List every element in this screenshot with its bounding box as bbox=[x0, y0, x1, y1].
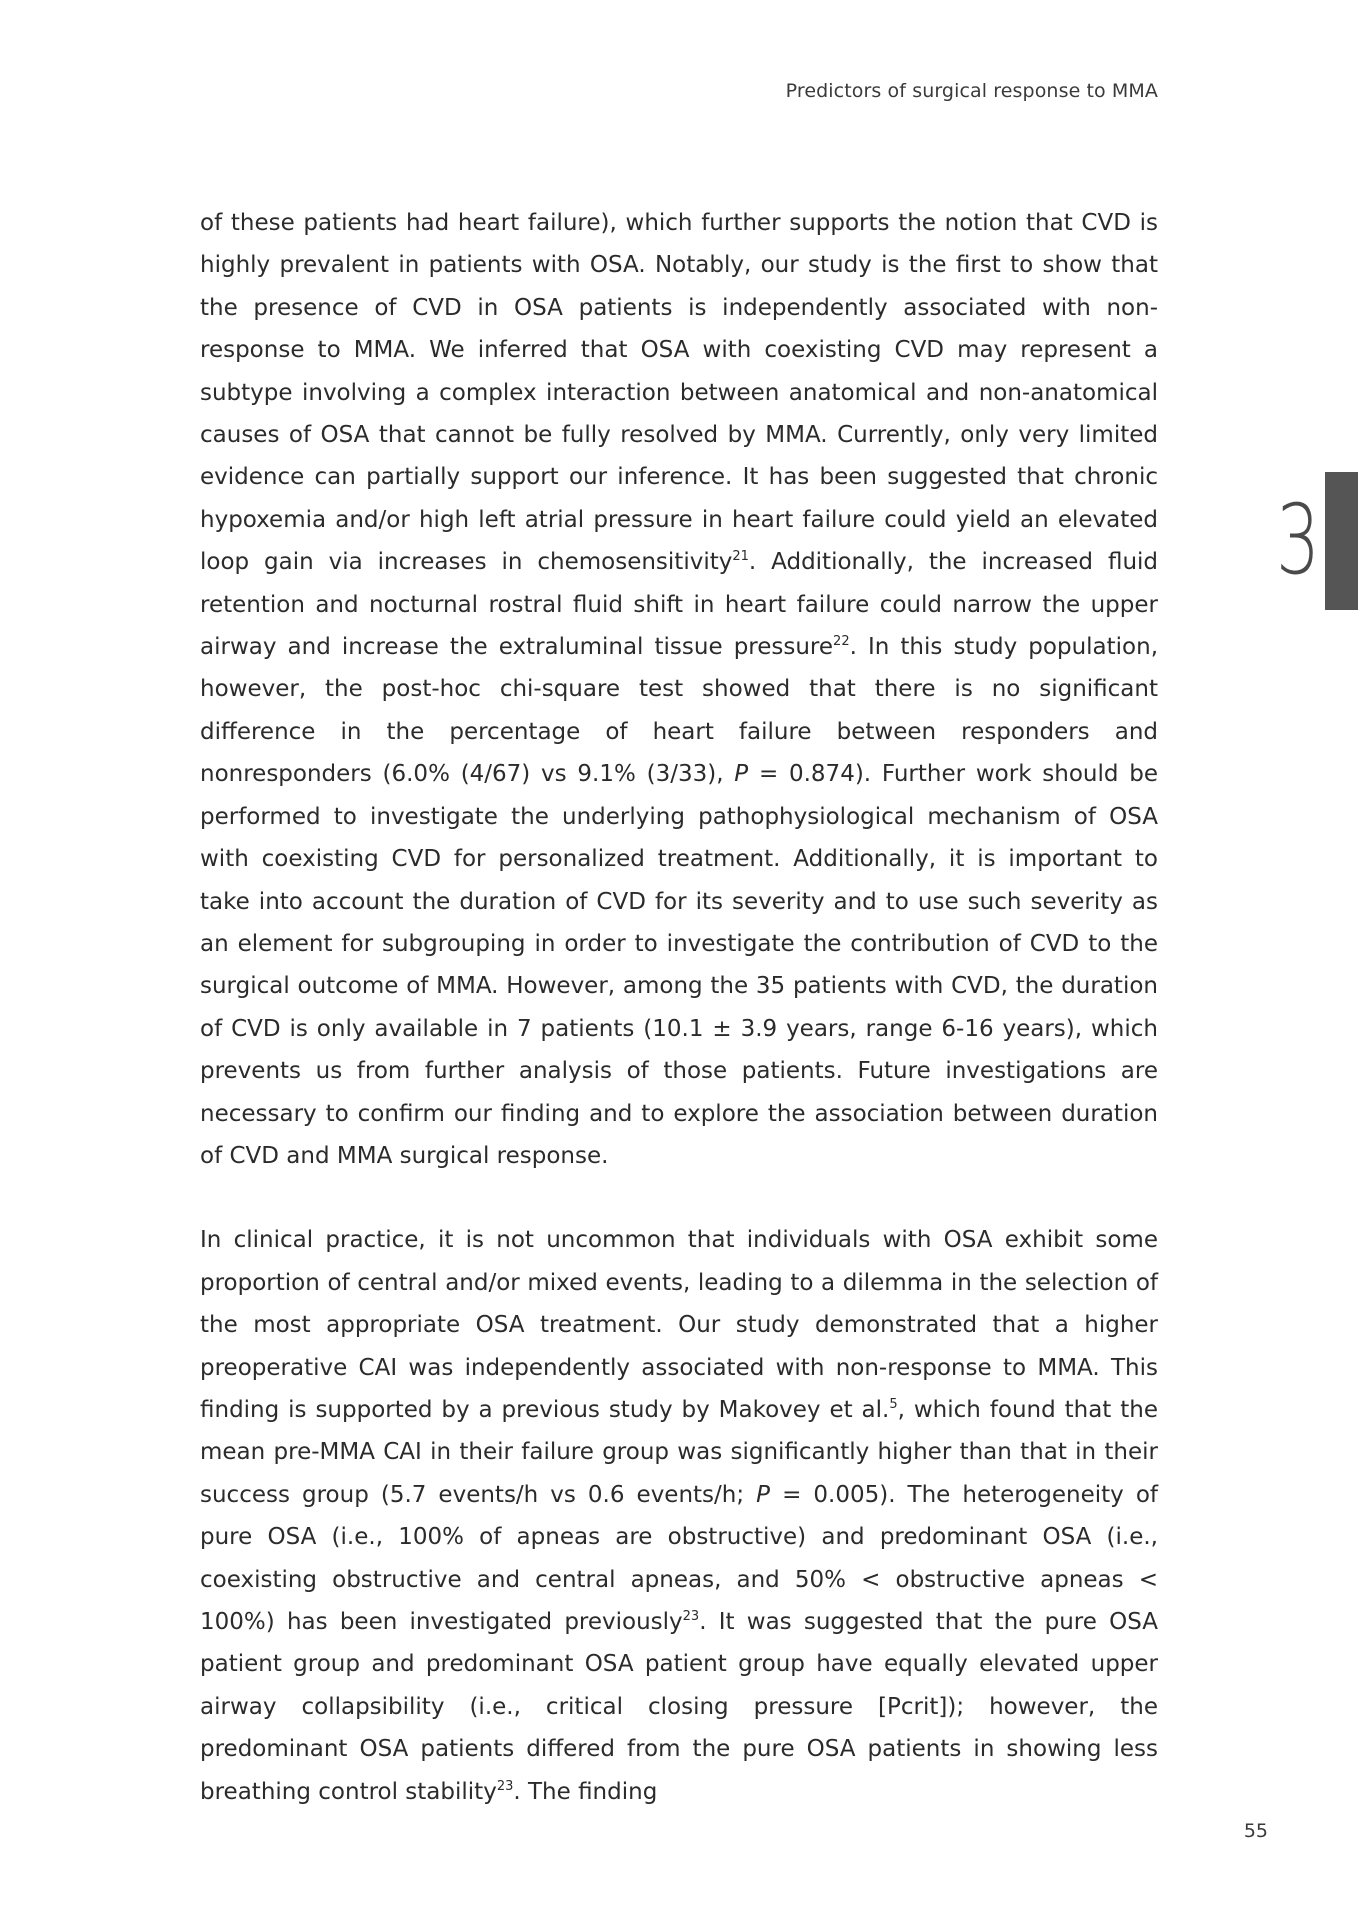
chapter-tab bbox=[1325, 472, 1358, 610]
text-run: . In this study population, however, the post-hoc chi-square test showed that there is no significant difference in the percentage of heart failure between responders and nonresponders (6.0% (4/67) vs 9.1% (3/33), bbox=[200, 634, 1159, 788]
text-run: of these patients had heart failure), which further supports the notion that CVD is highly prevalent in patients with OSA. Notably, our study is the first to show that the presence of CVD in OSA patients is independently associated with non-response to MMA. We inferred that OSA with coexisting CVD may represent a subtype involving a complex interaction between anatomical and non-anatomical causes of OSA that cannot be fully resolved by MMA. Currently, only very limited evidence can partially support our inference. It has been suggested that chronic hypoxemia and/or high left atrial pressure in heart failure could yield an elevated loop gain via increases in chemosensitivity bbox=[200, 210, 1158, 576]
body-text bbox=[200, 202, 1158, 1813]
page-number: 55 bbox=[1243, 1820, 1268, 1842]
citation-23: 23 bbox=[496, 1778, 514, 1794]
citation-22: 22 bbox=[833, 634, 850, 650]
text-run: , which found that the mean pre-MMA CAI in their failure group was significantly higher than that in their success group (5.7 events/h vs 0.6 events/h; bbox=[200, 1396, 1158, 1508]
citation-23: 23 bbox=[682, 1609, 700, 1624]
paragraph-central-apnea bbox=[200, 1219, 1158, 1813]
p-value-symbol: P bbox=[734, 761, 749, 788]
running-header: Predictors of surgical response to MMA bbox=[785, 80, 1158, 102]
text-run: . It was suggested that the pure OSA patient group and predominant OSA patient group have equally elevated upper airway collapsibility (i.e., critical closing pressure [Pcrit]); however, the predominant OSA patients differed from the pure OSA patients in showing less breathing control stability bbox=[200, 1609, 1158, 1805]
p-value-symbol: P bbox=[756, 1481, 771, 1508]
citation-5: 5 bbox=[889, 1396, 898, 1412]
text-run: = 0.005). The heterogeneity of pure OSA (i.e., 100% of apneas are obstructive) and predominant OSA (i.e., coexisting obstructive and central apneas, and 50% < obstructive apneas < 100%) has been investigated previously bbox=[200, 1481, 1158, 1635]
text-run: . The finding bbox=[513, 1778, 658, 1805]
text-run: In clinical practice, it is not uncommon that individuals with OSA exhibit some proportion of central and/or mixed events, leading to a dilemma in the selection of the most appropriate OSA treatment. Our study demonstrated that a higher preoperative CAI was independently associated with non-response to MMA. This finding is supported by a previous study by Makovey et al. bbox=[200, 1227, 1158, 1423]
citation-21: 21 bbox=[732, 549, 749, 565]
text-run: = 0.874). Further work should be performed to investigate the underlying pathophysiological mechanism of OSA with coexisting CVD for personalized treatment. Additionally, it is important to take into account the duration of CVD for its severity and to use such severity as an element for subgrouping in order to investigate the contribution of CVD to the surgical outcome of MMA. However, among the 35 patients with CVD, the duration of CVD is only available in 7 patients (10.1 ± 3.9 years, range 6-16 years), which prevents us from further analysis of those patients. Future investigations are necessary to confirm our finding and to explore the association between duration of CVD and MMA surgical response. bbox=[200, 761, 1158, 1169]
paragraph-cvd bbox=[200, 202, 1158, 1177]
chapter-number: 3 bbox=[1276, 484, 1320, 596]
text-run: . Additionally, the increased fluid retention and nocturnal rostral fluid shift in heart failure could narrow the upper airway and increase the extraluminal tissue pressure bbox=[200, 549, 1159, 661]
